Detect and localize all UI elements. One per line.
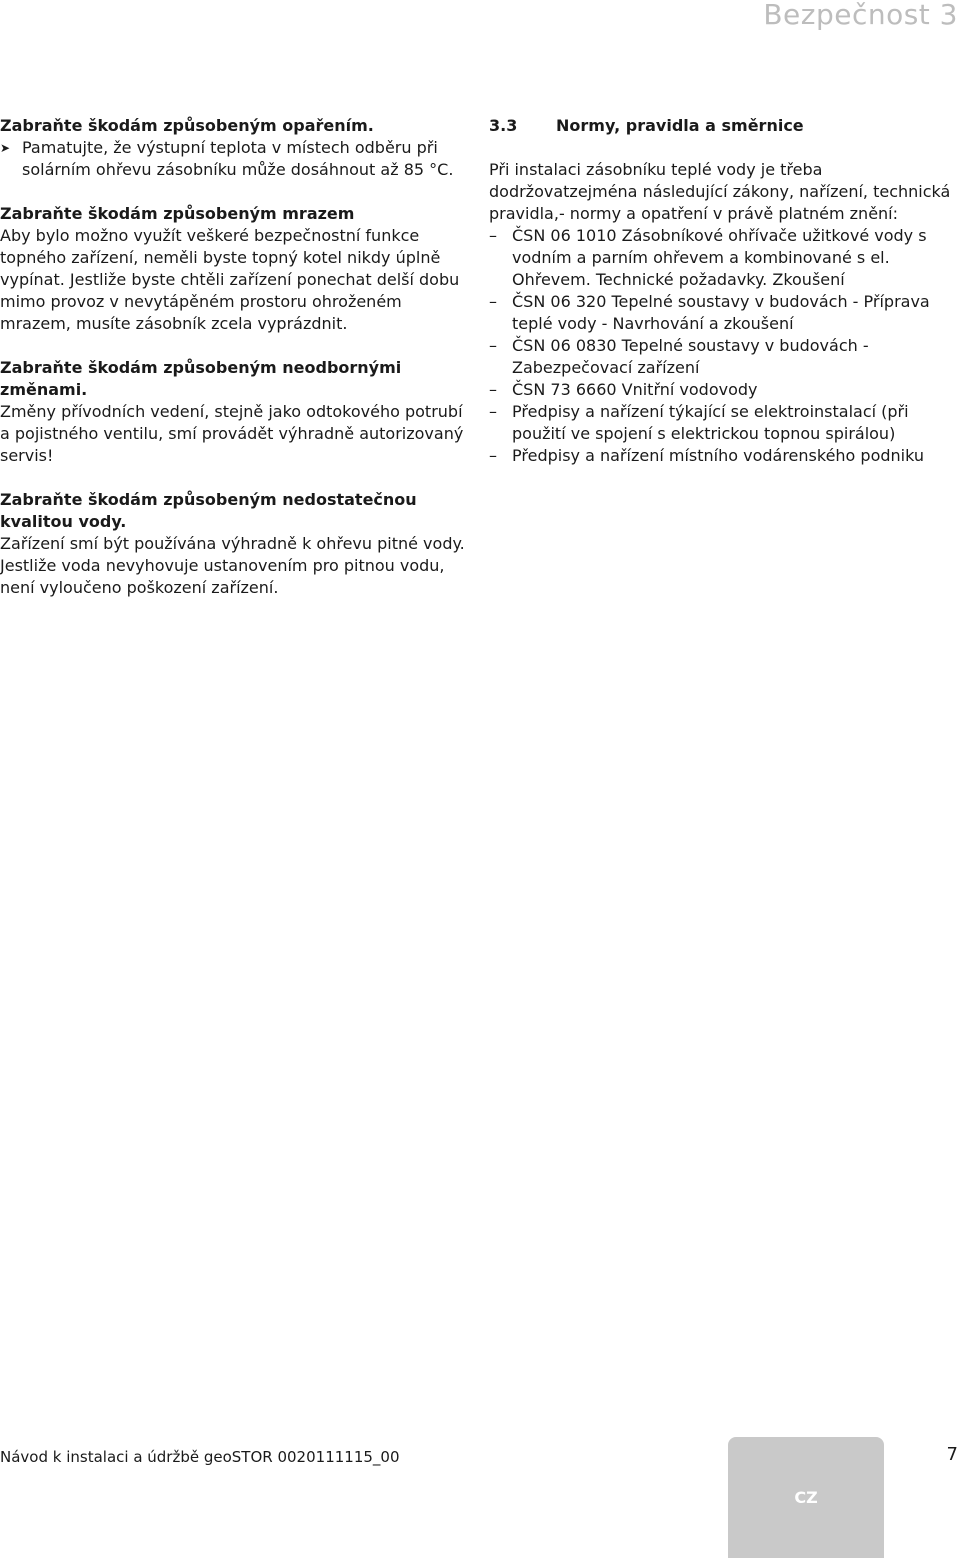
- section-intro: Při instalaci zásobníku teplé vody je třeba dodržovatzejména následující zákony, nařízení, technická pravidla,- normy a opatření v právě platném znění:: [489, 160, 951, 223]
- water-heading: Zabraňte škodám způsobeným nedostatečnou kvalitou vody.: [0, 490, 417, 531]
- footer-doc-title: Návod k instalaci a údržbě geoSTOR 0020111115_00: [0, 1448, 400, 1466]
- section-title: [489, 115, 959, 137]
- list-item-text: ČSN 06 320 Tepelné soustavy v budovách - Příprava teplé vody - Navrhování a zkoušení: [512, 292, 930, 333]
- list-item-text: Předpisy a nařízení místního vodárenského podniku: [512, 446, 925, 465]
- section-number: 3.3: [489, 116, 518, 135]
- dash-bullet-icon: –: [489, 380, 497, 399]
- left-column: [0, 115, 470, 621]
- dash-bullet-icon: –: [489, 402, 497, 421]
- scalding-warning: [0, 115, 470, 181]
- dash-bullet-icon: –: [489, 446, 497, 465]
- scalding-heading: Zabraňte škodám způsobeným opařením.: [0, 116, 374, 135]
- page-header-title: Bezpečnost 3: [763, 0, 958, 31]
- dash-bullet-icon: –: [489, 292, 497, 311]
- arrow-bullet-icon: ➤: [0, 141, 11, 155]
- list-item: [489, 225, 959, 291]
- dash-bullet-icon: –: [489, 336, 497, 355]
- list-item: [489, 335, 959, 379]
- list-item-text: ČSN 06 0830 Tepelné soustavy v budovách - Zabezpečovací zařízení: [512, 336, 869, 377]
- list-item-text: ČSN 73 6660 Vnitřní vodovody: [512, 380, 758, 399]
- list-item: [489, 379, 959, 401]
- frost-warning: [0, 203, 470, 335]
- language-code: CZ: [794, 1488, 818, 1507]
- standards-list: [489, 225, 959, 467]
- changes-text: Změny přívodních vedení, stejně jako odtokového potrubí a pojistného ventilu, smí provádět výhradně autorizovaný servis!: [0, 402, 464, 465]
- language-tab: [728, 1437, 884, 1558]
- scalding-item: [0, 137, 470, 181]
- list-item-text: Předpisy a nařízení týkající se elektroinstalací (při použití ve spojení s elektrickou topnou spirálou): [512, 402, 909, 443]
- frost-heading: Zabraňte škodám způsobeným mrazem: [0, 204, 355, 223]
- changes-warning: [0, 357, 470, 467]
- list-item: [489, 401, 959, 445]
- list-item: [489, 445, 959, 467]
- page-number: 7: [946, 1444, 958, 1465]
- dash-bullet-icon: –: [489, 226, 497, 245]
- section-title-text: Normy, pravidla a směrnice: [556, 116, 804, 135]
- right-column: [489, 115, 959, 467]
- frost-text: Aby bylo možno využít veškeré bezpečnostní funkce topného zařízení, neměli byste topný kotel nikdy úplně vypínat. Jestliže byste chtěli zařízení ponechat delší dobu mimo provoz v nevytápěném prostoru ohroženém mrazem, musíte zásobník zcela vyprázdnit.: [0, 226, 460, 333]
- list-item-text: ČSN 06 1010 Zásobníkové ohřívače užitkové vody s vodním a parním ohřevem a kombinované s el. Ohřevem. Technické požadavky. Zkoušení: [512, 226, 927, 289]
- water-warning: [0, 489, 470, 599]
- changes-heading: Zabraňte škodám způsobeným neodbornými změnami.: [0, 358, 402, 399]
- scalding-item-text: Pamatujte, že výstupní teplota v místech odběru při solárním ohřevu zásobníku může dosáhnout až 85 °C.: [22, 138, 454, 179]
- list-item: [489, 291, 959, 335]
- water-text: Zařízení smí být používána výhradně k ohřevu pitné vody. Jestliže voda nevyhovuje ustanovením pro pitnou vodu, není vyloučeno poškození zařízení.: [0, 534, 465, 597]
